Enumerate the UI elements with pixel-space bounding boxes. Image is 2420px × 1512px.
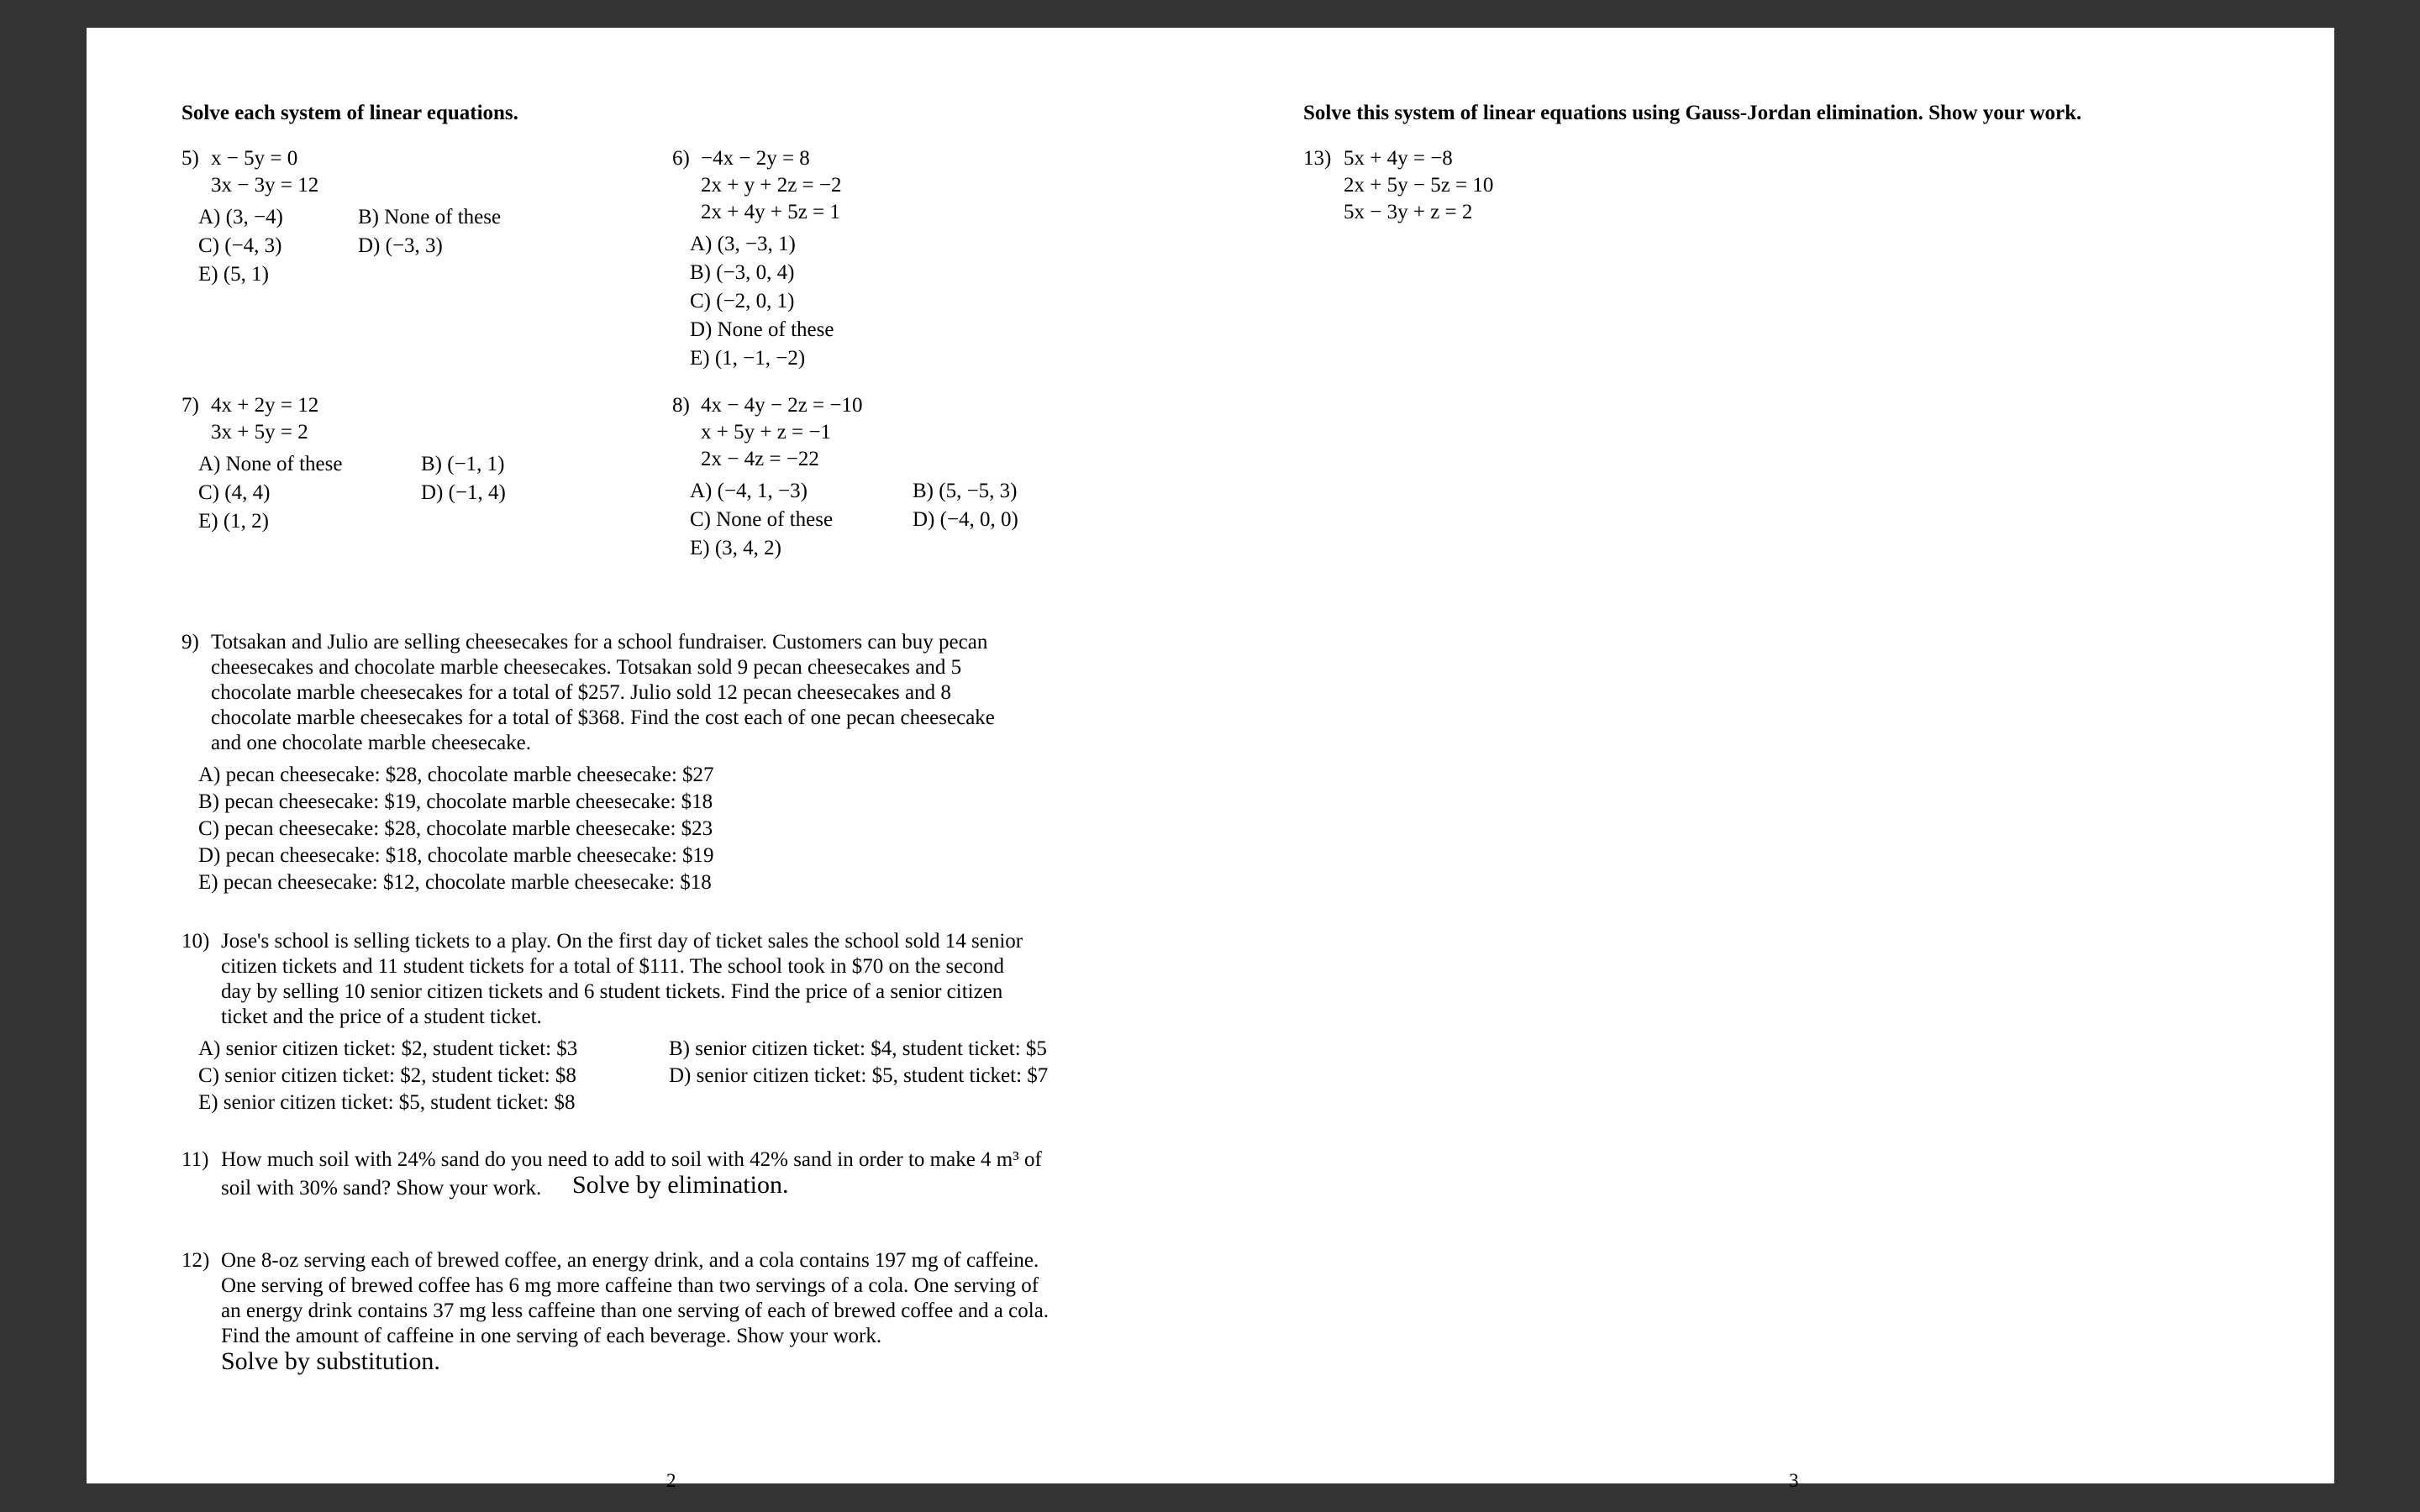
q9-text-line: and one chocolate marble cheesecake. <box>211 732 532 754</box>
q10-option-b: B) senior citizen ticket: $4, student ticket: $5 <box>669 1037 1047 1060</box>
page-number: 3 <box>1789 1470 1799 1491</box>
q12-number: 12) <box>182 1249 210 1272</box>
q7-option-d: D) (−1, 4) <box>421 481 506 504</box>
q6-option-e: E) (1, −1, −2) <box>690 347 806 370</box>
page-number: 2 <box>666 1470 676 1491</box>
q6-option-a: A) (3, −3, 1) <box>690 233 796 255</box>
q11-instruction: Solve by elimination. <box>572 1171 789 1199</box>
q5-number: 5) <box>182 147 199 170</box>
q6-equation-2: 2x + y + 2z = −2 <box>701 174 842 197</box>
q12-text-line: One 8-oz serving each of brewed coffee, an energy drink, and a cola contains 197 mg of caffeine. <box>221 1249 1039 1272</box>
q7-option-a: A) None of these <box>198 453 343 475</box>
q11-text-line: soil with 30% sand? Show your work. <box>221 1177 542 1200</box>
q12-text-line: an energy drink contains 37 mg less caffeine than one serving of each of brewed coffee and a cola. <box>221 1299 1050 1322</box>
q7-equation-2: 3x + 5y = 2 <box>211 421 308 444</box>
q10-option-c: C) senior citizen ticket: $2, student ticket: $8 <box>198 1064 576 1087</box>
q5-equation-2: 3x − 3y = 12 <box>211 174 319 197</box>
q9-option-c: C) pecan cheesecake: $28, chocolate marble cheesecake: $23 <box>198 817 713 840</box>
q9-option-d: D) pecan cheesecake: $18, chocolate marble cheesecake: $19 <box>198 844 714 867</box>
q8-option-a: A) (−4, 1, −3) <box>690 480 808 502</box>
q6-equation-3: 2x + 4y + 5z = 1 <box>701 201 840 223</box>
q13-number: 13) <box>1303 147 1332 170</box>
q8-equation-2: x + 5y + z = −1 <box>701 421 831 444</box>
q5-option-c: C) (−4, 3) <box>198 234 282 257</box>
q7-equation-1: 4x + 2y = 12 <box>211 394 319 417</box>
q5-equation-1: x − 5y = 0 <box>211 147 298 170</box>
q8-option-d: D) (−4, 0, 0) <box>913 508 1018 531</box>
q7-option-e: E) (1, 2) <box>198 510 269 533</box>
q10-text-line: day by selling 10 senior citizen tickets and 6 student tickets. Find the price of a senior citizen <box>221 980 1003 1003</box>
q8-option-e: E) (3, 4, 2) <box>690 537 781 559</box>
q12-instruction: Solve by substitution. <box>221 1347 440 1375</box>
worksheet-page-2 <box>87 28 1210 1491</box>
q8-option-b: B) (5, −5, 3) <box>913 480 1018 502</box>
q8-equation-3: 2x − 4z = −22 <box>701 448 819 470</box>
q9-option-e: E) pecan cheesecake: $12, chocolate marble cheesecake: $18 <box>198 871 712 894</box>
q7-option-b: B) (−1, 1) <box>421 453 505 475</box>
q9-text-line: chocolate marble cheesecakes for a total of $257. Julio sold 12 pecan cheesecakes and 8 <box>211 681 951 704</box>
q5-option-e: E) (5, 1) <box>198 263 269 286</box>
q9-text-line: Totsakan and Julio are selling cheesecakes for a school fundraiser. Customers can buy pecan <box>211 631 988 654</box>
q10-option-a: A) senior citizen ticket: $2, student ticket: $3 <box>198 1037 578 1060</box>
q5-option-d: D) (−3, 3) <box>358 234 443 257</box>
q10-number: 10) <box>182 930 210 953</box>
q13-equation-1: 5x + 4y = −8 <box>1344 147 1453 170</box>
worksheet-page-3 <box>1210 28 2334 1491</box>
q7-number: 7) <box>182 394 199 417</box>
q9-text-line: chocolate marble cheesecakes for a total of $368. Find the cost each of one pecan cheesecake <box>211 706 995 729</box>
q6-option-c: C) (−2, 0, 1) <box>690 290 795 312</box>
q8-number: 8) <box>672 394 690 417</box>
q9-text-line: cheesecakes and chocolate marble cheesecakes. Totsakan sold 9 pecan cheesecakes and 5 <box>211 656 962 679</box>
q5-option-a: A) (3, −4) <box>198 206 283 228</box>
section-heading: Solve each system of linear equations. <box>182 102 518 124</box>
q11-text-line: How much soil with 24% sand do you need to add to soil with 42% sand in order to make 4 m³ of <box>221 1148 1042 1171</box>
q6-equation-1: −4x − 2y = 8 <box>701 147 810 170</box>
q9-number: 9) <box>182 631 199 654</box>
q13-equation-2: 2x + 5y − 5z = 10 <box>1344 174 1494 197</box>
q11-number: 11) <box>182 1148 209 1171</box>
q10-text-line: Jose's school is selling tickets to a play. On the first day of ticket sales the school sold 14 senior <box>221 930 1023 953</box>
q7-option-c: C) (4, 4) <box>198 481 271 504</box>
q8-option-c: C) None of these <box>690 508 834 531</box>
q9-option-b: B) pecan cheesecake: $19, chocolate marble cheesecake: $18 <box>198 790 713 813</box>
q5-option-b: B) None of these <box>358 206 502 228</box>
q12-text-line: One serving of brewed coffee has 6 mg more caffeine than two servings of a cola. One serving of <box>221 1274 1039 1297</box>
q9-option-a: A) pecan cheesecake: $28, chocolate marble cheesecake: $27 <box>198 764 714 786</box>
q6-option-b: B) (−3, 0, 4) <box>690 261 795 284</box>
q13-equation-3: 5x − 3y + z = 2 <box>1344 201 1473 223</box>
q8-equation-1: 4x − 4y − 2z = −10 <box>701 394 863 417</box>
q6-number: 6) <box>672 147 690 170</box>
q10-text-line: citizen tickets and 11 student tickets for a total of $111. The school took in $70 on the second <box>221 955 1004 978</box>
q10-text-line: ticket and the price of a student ticket. <box>221 1005 542 1028</box>
q10-option-e: E) senior citizen ticket: $5, student ticket: $8 <box>198 1091 576 1114</box>
section-heading: Solve this system of linear equations using Gauss-Jordan elimination. Show your work. <box>1303 102 2082 124</box>
q10-option-d: D) senior citizen ticket: $5, student ticket: $7 <box>669 1064 1049 1087</box>
q6-option-d: D) None of these <box>690 318 834 341</box>
q12-text-line: Find the amount of caffeine in one serving of each beverage. Show your work. <box>221 1325 882 1347</box>
